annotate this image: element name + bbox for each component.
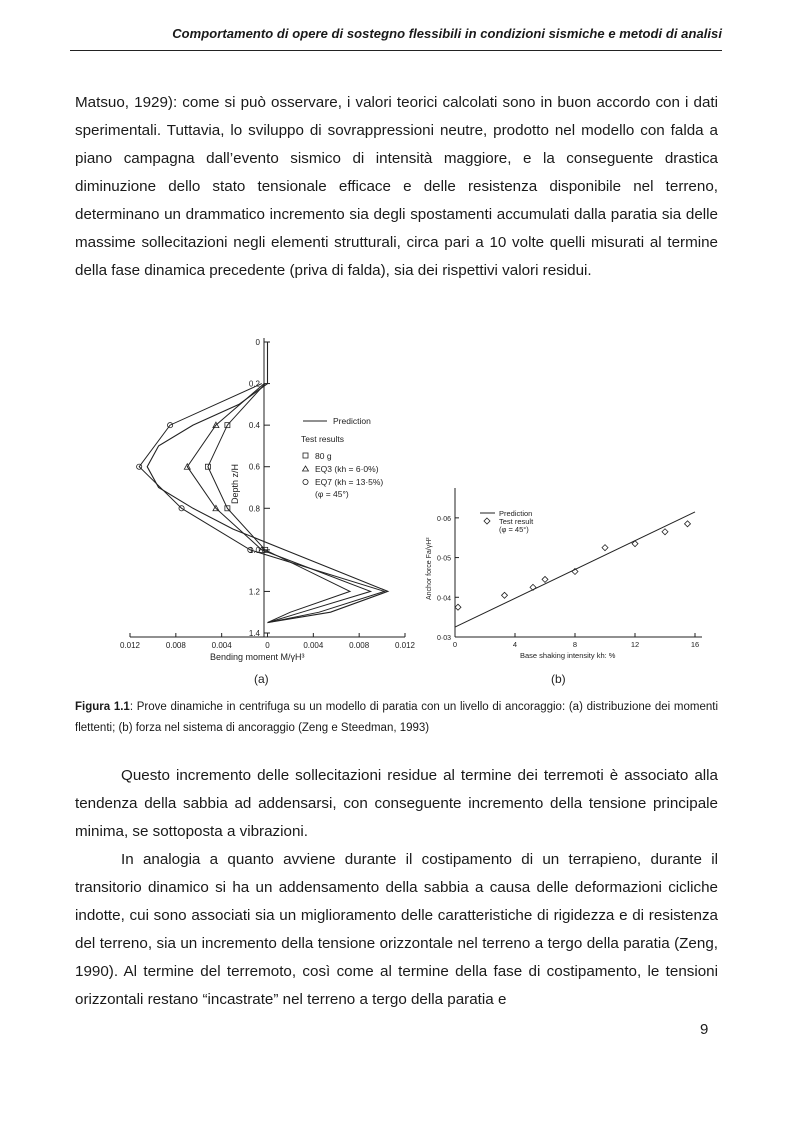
chart-b-point bbox=[685, 521, 691, 527]
chart-b-y-tick-label: 0·04 bbox=[436, 595, 451, 603]
chart-b bbox=[426, 488, 702, 686]
chart-a-y-tick-label: 1.4 bbox=[248, 629, 260, 638]
chart-a-y-tick-label: 0 bbox=[255, 338, 260, 347]
chart-b-point bbox=[662, 529, 668, 535]
chart-b-x-tick-label: 4 bbox=[512, 640, 518, 649]
chart-a-ylabel: Depth z/H bbox=[230, 463, 240, 504]
chart-a-legend-entry-1: 80 g bbox=[315, 451, 332, 461]
chart-a-legend-test-results: Test results bbox=[301, 434, 344, 444]
chart-b-point bbox=[455, 604, 461, 610]
chart-b-point bbox=[542, 576, 548, 582]
chart-b-x-tick-label: 0 bbox=[452, 640, 458, 649]
paragraph-3: In analogia a quanto avviene durante il costipamento di un terrapieno, durante il transitorio dinamico si ha un addensamento della sabbia a causa delle deformazioni cicliche indotte, cui sono associati sia un miglioramento delle caratteristiche di rigidezza e di resistenza del terreno, sia un incremento della tensione orizzontale nel terreno a tergo della paratia (Zeng, 1990). Al termine del terremoto, così come al termine della fase di costipamento, le tensioni orizzontali restano “incastrate” nel terreno a tergo della paratia e bbox=[75, 851, 718, 1008]
chart-b-x-tick-label: 12 bbox=[630, 640, 640, 649]
chart-a-xlabel: Bending moment M/γH³ bbox=[210, 652, 305, 662]
figure-1-1 bbox=[75, 328, 718, 690]
figure-caption bbox=[75, 697, 718, 739]
chart-a-legend bbox=[301, 416, 383, 499]
square-marker-icon bbox=[303, 453, 308, 458]
chart-a-legend-prediction: Prediction bbox=[333, 416, 371, 426]
chart-b-ylabel: Anchor force Fa/γH² bbox=[426, 537, 433, 600]
chart-a-x-tick-label: 0.012 bbox=[119, 641, 141, 650]
chart-a-y-tick-label: 1.2 bbox=[248, 587, 260, 597]
chart-a-y-tick-label: 0.6 bbox=[248, 462, 260, 472]
chart-b-x-tick-label: 8 bbox=[572, 640, 578, 649]
chart-a-x-tick-label: 0.008 bbox=[349, 641, 370, 650]
chart-b-panel-label: (b) bbox=[551, 672, 566, 686]
header-rule bbox=[70, 50, 722, 51]
chart-a-panel-label: (a) bbox=[254, 672, 269, 686]
chart-a-x-tick-label: 0.008 bbox=[165, 641, 186, 650]
circle-marker-icon bbox=[303, 479, 308, 484]
chart-b-point bbox=[602, 545, 608, 551]
caption-label: Figura 1.1 bbox=[75, 701, 130, 713]
chart-b-y-tick-label: 0·05 bbox=[436, 555, 451, 563]
chart-a-y-tick-label: 1.0 bbox=[248, 545, 260, 555]
chart-b-legend-test-result: Test result bbox=[499, 517, 534, 526]
chart-a-x-tick-label: 0.012 bbox=[394, 641, 416, 650]
chart-a-legend-entry-4: (φ = 45°) bbox=[315, 489, 349, 499]
chart-a-x-tick-label: 0.004 bbox=[303, 641, 324, 650]
chart-b-legend-phi: (φ = 45°) bbox=[499, 525, 529, 534]
triangle-marker-icon bbox=[303, 466, 309, 471]
chart-b-x-tick-label: 16 bbox=[690, 640, 700, 649]
figure-svg bbox=[75, 328, 718, 690]
diamond-marker-icon bbox=[484, 518, 490, 524]
chart-b-prediction-line bbox=[455, 512, 695, 627]
paragraph-1: Matsuo, 1929): come si può osservare, i valori teorici calcolati sono in buon accordo con i dati sperimentali. Tuttavia, lo sviluppo di sovrappressioni neutre, prodotto nel modello con falda a piano campagna dall’evento sismico di intensità maggiore, e la conseguente drastica diminuzione dello stato tensionale efficace e delle resistenza disponibile nel terreno, determinano un drammatico incremento sia degli spostamenti accumulati dalla paratia sia delle massime sollecitazioni negli elementi strutturali, circa pari a 10 volte quelli misurati al termine della fase dinamica precedente (priva di falda), sia dei rispettivi valori residui. bbox=[75, 94, 718, 279]
chart-a-y-tick-label: 0.8 bbox=[248, 504, 260, 514]
chart-b-legend-prediction: Prediction bbox=[499, 509, 533, 518]
chart-a-y-tick-label: 0.2 bbox=[248, 379, 260, 389]
chart-a-x-tick-label: 0 bbox=[265, 641, 270, 650]
page-number: 9 bbox=[700, 1021, 709, 1038]
paragraph-2: Questo incremento delle sollecitazioni residue al termine dei terremoti è associato alla tendenza della sabbia ad addensarsi, con conseguente incremento della tensione principale minima, se sottoposta a vibrazioni. bbox=[75, 767, 718, 840]
running-header: Comportamento di opere di sostegno flessibili in condizioni sismiche e metodi di analisi bbox=[172, 26, 722, 41]
chart-b-legend bbox=[480, 509, 534, 534]
chart-b-xlabel: Base shaking intensity kh: % bbox=[520, 651, 616, 660]
chart-a-x-tick-label: 0.004 bbox=[211, 641, 232, 650]
chart-a bbox=[120, 338, 416, 686]
caption-text: : Prove dinamiche in centrifuga su un modello di paratia con un livello di ancoraggio: (a) distribuzione dei momenti flettenti; (b) forza nel sistema di ancoraggio (Zeng e Steedman, 1993) bbox=[75, 701, 718, 734]
chart-a-legend-entry-3: EQ7 (kh = 13·5%) bbox=[315, 477, 384, 487]
chart-b-y-tick-label: 0·03 bbox=[436, 635, 451, 642]
chart-b-y-tick-label: 0·06 bbox=[436, 515, 451, 523]
chart-a-y-tick-label: 0.4 bbox=[248, 421, 260, 431]
chart-b-point bbox=[502, 592, 508, 598]
chart-a-legend-entry-2: EQ3 (kh = 6·0%) bbox=[315, 464, 379, 474]
